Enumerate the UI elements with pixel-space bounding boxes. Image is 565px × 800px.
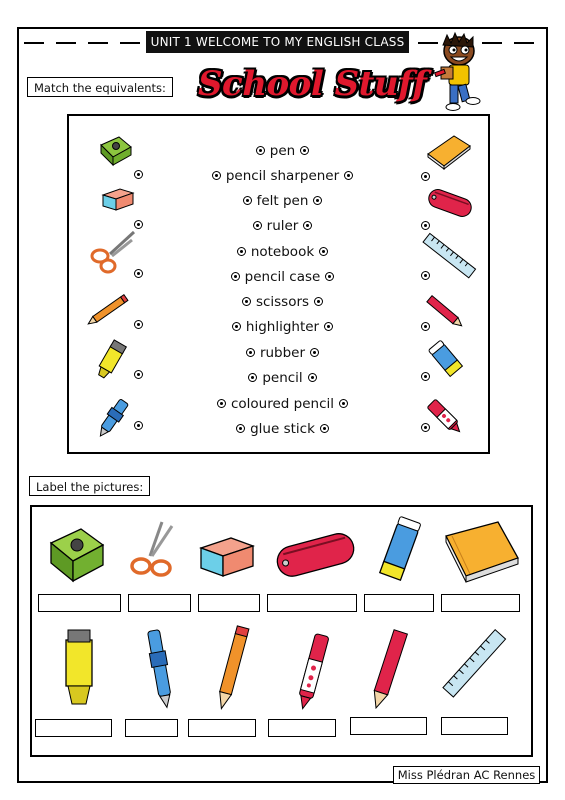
- header-dash: [56, 42, 76, 44]
- match-dot-right[interactable]: [339, 399, 348, 408]
- scissors-icon: [88, 228, 138, 276]
- answer-box[interactable]: [125, 719, 178, 737]
- answer-box[interactable]: [128, 594, 191, 612]
- match-word: rubber: [259, 345, 306, 361]
- match-word: glue stick: [250, 421, 315, 437]
- match-dot-right[interactable]: [308, 373, 317, 382]
- match-word-row[interactable]: [150, 142, 415, 160]
- match-word-row[interactable]: [150, 243, 415, 261]
- match-word: pencil: [262, 370, 303, 386]
- match-dot-right[interactable]: [319, 247, 328, 256]
- match-word-row[interactable]: [150, 318, 415, 336]
- answer-box[interactable]: [441, 594, 520, 612]
- sharpener-icon: [47, 523, 107, 585]
- match-dot-picture-left[interactable]: [134, 320, 143, 329]
- header-dash: [88, 42, 108, 44]
- match-dot-left[interactable]: [237, 247, 246, 256]
- match-dot-picture-left[interactable]: [134, 370, 143, 379]
- match-dot-left[interactable]: [231, 272, 240, 281]
- match-word: pencil sharpener: [225, 168, 340, 184]
- notebook-icon: [424, 132, 474, 170]
- rubber-icon: [100, 183, 136, 213]
- match-instruction: Match the equivalents:: [27, 77, 173, 97]
- felt-pen-icon: [290, 626, 336, 714]
- glue-stick-icon: [366, 516, 432, 588]
- label-instruction: Label the pictures:: [29, 476, 150, 496]
- match-dot-left[interactable]: [212, 171, 221, 180]
- page-title: School Stuff: [198, 64, 427, 104]
- match-dot-right[interactable]: [325, 272, 334, 281]
- answer-box[interactable]: [38, 594, 121, 612]
- answer-box[interactable]: [364, 594, 434, 612]
- ruler-icon: [436, 622, 514, 706]
- match-dot-picture-right[interactable]: [421, 322, 430, 331]
- match-word: felt pen: [256, 193, 309, 209]
- match-word: notebook: [250, 244, 315, 260]
- match-dot-left[interactable]: [246, 348, 255, 357]
- pencil-icon: [212, 624, 252, 714]
- match-dot-right[interactable]: [310, 348, 319, 357]
- match-dot-right[interactable]: [313, 196, 322, 205]
- match-dot-right[interactable]: [320, 424, 329, 433]
- scissors-icon: [128, 520, 178, 582]
- answer-box[interactable]: [198, 594, 260, 612]
- match-dot-right[interactable]: [300, 146, 309, 155]
- match-word: ruler: [266, 218, 299, 234]
- match-dot-picture-left[interactable]: [134, 421, 143, 430]
- header-dash: [514, 42, 534, 44]
- match-word: highlighter: [245, 319, 320, 335]
- felt-pen-icon: [420, 392, 468, 440]
- boy-illustration-icon: [431, 31, 487, 115]
- match-word-row[interactable]: [150, 420, 415, 438]
- match-word-row[interactable]: [150, 217, 415, 235]
- answer-box[interactable]: [268, 719, 336, 737]
- match-dot-left[interactable]: [217, 399, 226, 408]
- pencil-case-icon: [272, 522, 358, 584]
- match-dot-right[interactable]: [344, 171, 353, 180]
- match-dot-picture-right[interactable]: [421, 372, 430, 381]
- answer-box[interactable]: [441, 717, 508, 735]
- author-credit: Miss Plédran AC Rennes: [393, 766, 540, 784]
- pen-icon: [140, 624, 180, 712]
- match-dot-picture-left[interactable]: [134, 220, 143, 229]
- rubber-icon: [197, 530, 257, 582]
- match-word-row[interactable]: [150, 192, 415, 210]
- match-dot-picture-right[interactable]: [421, 271, 430, 280]
- pen-icon: [92, 394, 134, 442]
- sharpener-icon: [97, 135, 135, 167]
- unit-banner: UNIT 1 WELCOME TO MY ENGLISH CLASS: [146, 31, 409, 53]
- match-word-row[interactable]: [150, 268, 415, 286]
- match-word-row[interactable]: [150, 167, 415, 185]
- coloured-pencil-icon: [364, 624, 414, 712]
- match-dot-left[interactable]: [248, 373, 257, 382]
- highlighter-icon: [92, 338, 134, 382]
- notebook-icon: [442, 516, 522, 588]
- match-dot-picture-left[interactable]: [134, 269, 143, 278]
- match-dot-left[interactable]: [242, 297, 251, 306]
- answer-box[interactable]: [350, 717, 427, 735]
- match-dot-right[interactable]: [324, 322, 333, 331]
- match-dot-left[interactable]: [256, 146, 265, 155]
- header-dash: [120, 42, 140, 44]
- match-dot-left[interactable]: [232, 322, 241, 331]
- answer-box[interactable]: [267, 594, 357, 612]
- match-dot-right[interactable]: [314, 297, 323, 306]
- match-dot-picture-right[interactable]: [421, 221, 430, 230]
- pencil-case-icon: [424, 184, 476, 222]
- glue-stick-icon: [426, 337, 466, 381]
- match-dot-right[interactable]: [303, 221, 312, 230]
- match-word: pencil case: [244, 269, 321, 285]
- match-dot-picture-right[interactable]: [421, 423, 430, 432]
- answer-box[interactable]: [188, 719, 256, 737]
- header-dash: [24, 42, 44, 44]
- match-word: pen: [269, 143, 296, 159]
- match-word: scissors: [255, 294, 310, 310]
- match-dot-left[interactable]: [253, 221, 262, 230]
- match-word-row[interactable]: [150, 395, 415, 413]
- answer-box[interactable]: [35, 719, 112, 737]
- match-word-row[interactable]: [150, 369, 415, 387]
- match-dot-picture-right[interactable]: [421, 172, 430, 181]
- highlighter-icon: [54, 626, 104, 710]
- match-word-row[interactable]: [150, 293, 415, 311]
- match-dot-left[interactable]: [243, 196, 252, 205]
- match-word-row[interactable]: [150, 344, 415, 362]
- match-word: coloured pencil: [230, 396, 335, 412]
- match-dot-picture-left[interactable]: [134, 170, 143, 179]
- match-dot-left[interactable]: [236, 424, 245, 433]
- pencil-icon: [84, 292, 134, 328]
